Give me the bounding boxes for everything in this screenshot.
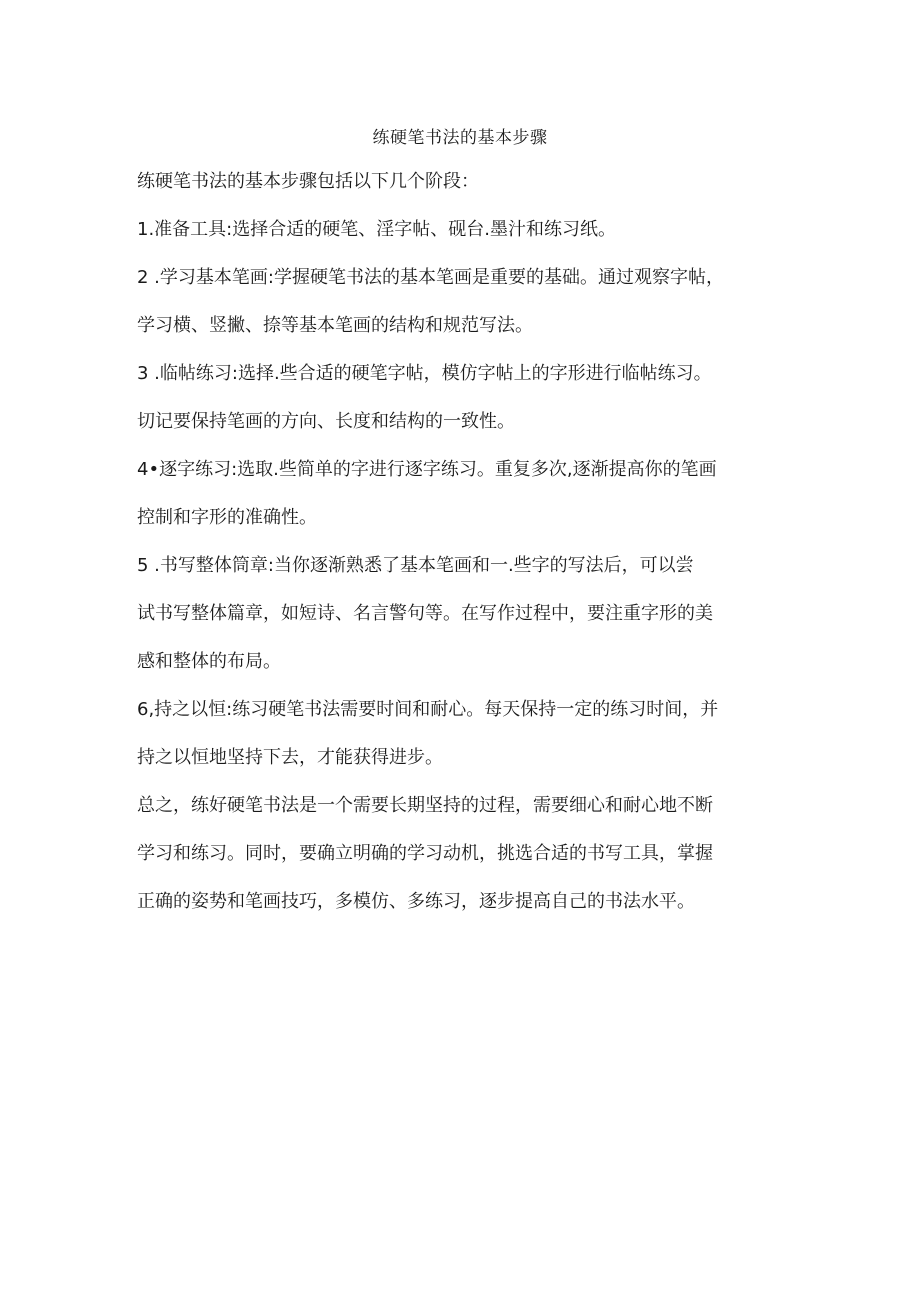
step-5-line-1: 5 .书写整体筒章:当你逐渐熟悉了基本笔画和一.些字的写法后，可以尝 — [137, 555, 694, 576]
intro-line: 练硬笔书法的基本步骤包括以下几个阶段： — [137, 171, 479, 192]
step-5-line-3: 感和整体的布局。 — [137, 651, 281, 672]
step-2-line-2: 学习横、竖撇、捺等基本笔画的结构和规范写法。 — [137, 315, 533, 336]
step-4-line-1: 4•逐字练习:选取.些简单的字进行逐字练习。重复多次,逐渐提高你的笔画 — [137, 459, 717, 480]
step-6-line-1: 6,持之以恒:练习硬笔书法需要时间和耐心。每天保持一定的练习时间，并 — [137, 699, 719, 720]
step-2-line-1: 2 .学习基本笔画:学握硬笔书法的基本笔画是重要的基础。通过观察字帖， — [137, 267, 724, 288]
summary-line-1: 总之，练好硬笔书法是一个需要长期坚持的过程，需要细心和耐心地不断 — [137, 795, 713, 816]
step-3-line-2: 切记要保持笔画的方向、长度和结构的一致性。 — [137, 411, 515, 432]
step-5-line-2: 试书写整体篇章，如短诗、名言警句等。在写作过程中，要注重字形的美 — [137, 603, 713, 624]
summary-line-2: 学习和练习。同时，要确立明确的学习动机，挑选合适的书写工具，掌握 — [137, 843, 713, 864]
step-3-line-1: 3 .临帖练习:选择.些合适的硬笔字帖，模仿字帖上的字形进行临帖练习。 — [137, 363, 712, 384]
summary-line-3: 正确的姿势和笔画技巧，多模仿、多练习，逐步提高自己的书法水平。 — [137, 891, 695, 912]
step-6-line-2: 持之以恒地坚持下去，才能获得进步。 — [137, 747, 443, 768]
step-1-line: 1.准备工具:选择合适的硬笔、淫字帖、砚台.墨汁和练习纸。 — [137, 219, 616, 240]
document-title: 练硬笔书法的基本步骤 — [372, 128, 548, 148]
document-body — [137, 158, 797, 926]
step-4-line-2: 控制和字形的准确性。 — [137, 507, 317, 528]
